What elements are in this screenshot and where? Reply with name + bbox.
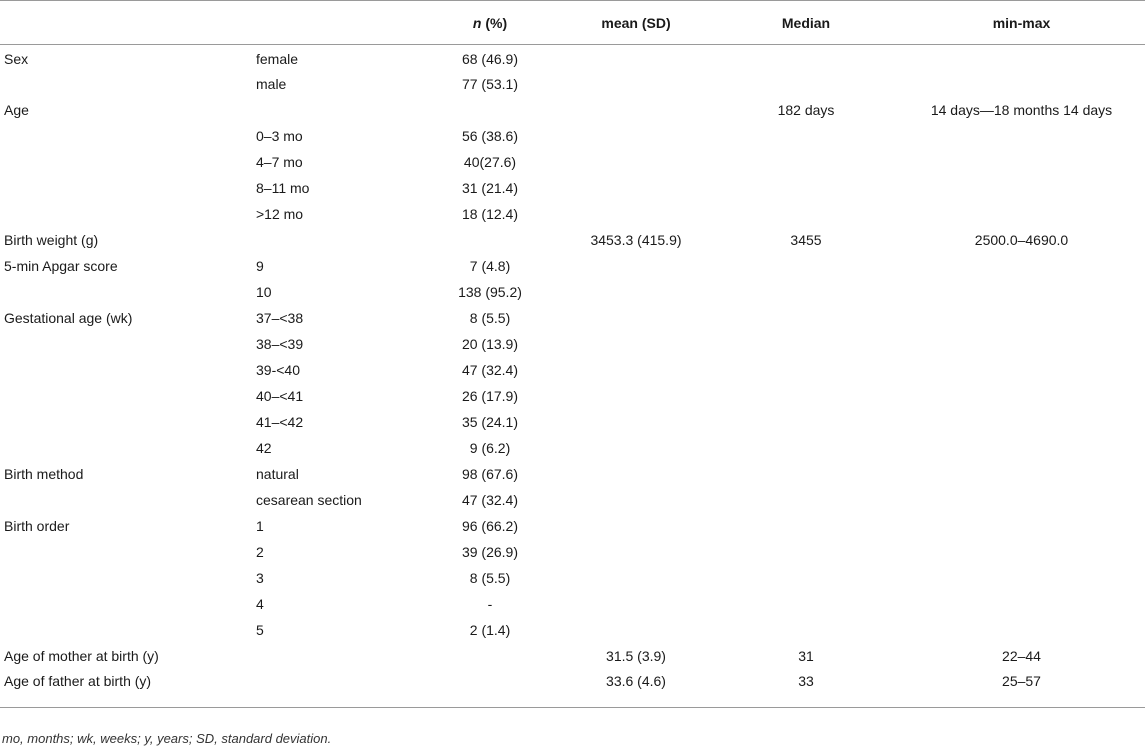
cell-variable [0, 565, 252, 591]
cell-category: 9 [256, 257, 264, 274]
table-row [0, 669, 1145, 708]
table-row [0, 279, 1145, 305]
cell-median: 33 [714, 669, 898, 708]
table-row [0, 227, 1145, 253]
cell-category: 4–7 mo [256, 153, 303, 170]
cell-category: 40–<41 [256, 387, 304, 404]
cell-min-max: 14 days—18 months 14 days [930, 101, 1113, 118]
cell-min-max [898, 461, 1145, 487]
cell-variable: Age [4, 101, 29, 118]
cell-category: >12 mo [256, 205, 304, 222]
cell-variable [0, 539, 252, 565]
cell-mean-sd: 33.6 (4.6) [558, 669, 714, 708]
table-row [0, 565, 1145, 591]
cell-category: 38–<39 [256, 335, 304, 352]
cell-median: 31 [798, 647, 814, 664]
table-row [0, 149, 1145, 175]
cell-n-percent: 9 (6.2) [469, 439, 511, 456]
cell-mean-sd: 31.5 (3.9) [606, 647, 666, 664]
cell-median [714, 591, 898, 617]
cell-variable: Gestational age (wk) [4, 309, 133, 326]
cell-n-percent: 18 (12.4) [461, 205, 519, 222]
cell-median [714, 539, 898, 565]
table-row [0, 71, 1145, 97]
cell-mean-sd [558, 175, 714, 201]
cell-median [714, 331, 898, 357]
cell-median [714, 357, 898, 383]
cell-variable: Birth method [4, 465, 84, 482]
cell-min-max [898, 305, 1145, 331]
cell-n-percent: - [487, 595, 493, 612]
cell-category: 1 [256, 517, 264, 534]
table-row [0, 617, 1145, 643]
cell-mean-sd [558, 331, 714, 357]
cell-n-percent: 39 (26.9) [461, 543, 519, 560]
table-row [0, 591, 1145, 617]
cell-min-max [898, 201, 1145, 227]
cell-min-max [898, 409, 1145, 435]
cell-min-max [898, 331, 1145, 357]
cell-variable [0, 175, 252, 201]
cell-mean-sd [558, 201, 714, 227]
cell-n-percent [422, 227, 558, 253]
cell-category [252, 669, 422, 708]
table-row [0, 461, 1145, 487]
cell-mean-sd [558, 539, 714, 565]
cell-n-percent [422, 97, 558, 123]
cell-mean-sd [558, 71, 714, 97]
cell-mean-sd [558, 45, 714, 71]
cell-median [714, 71, 898, 97]
header-mean-sd: mean (SD) [558, 1, 714, 45]
cell-n-percent: 98 (67.6) [461, 465, 519, 482]
table-row [0, 357, 1145, 383]
cell-median: 3455 [790, 231, 822, 248]
cell-n-percent [422, 643, 558, 669]
table-row [0, 253, 1145, 279]
cell-min-max [898, 435, 1145, 461]
header-min-max: min-max [898, 1, 1145, 45]
cell-variable [0, 617, 252, 643]
cell-category: 39-<40 [256, 361, 300, 378]
cell-median [714, 149, 898, 175]
table-row [0, 305, 1145, 331]
cell-variable [0, 331, 252, 357]
cell-category: 37–<38 [256, 309, 304, 326]
cell-mean-sd [558, 435, 714, 461]
cell-category: 10 [256, 283, 272, 300]
cell-variable: Age of father at birth (y) [0, 669, 252, 708]
cell-min-max [898, 617, 1145, 643]
cell-category: cesarean section [256, 491, 362, 508]
cell-n-percent: 96 (66.2) [461, 517, 519, 534]
cell-mean-sd [558, 279, 714, 305]
cell-n-percent [422, 669, 558, 708]
cell-n-percent: 138 (95.2) [458, 283, 522, 300]
header-n: n [472, 15, 482, 31]
table-row [0, 513, 1145, 539]
cell-variable: Birth weight (g) [4, 231, 99, 248]
cell-variable [0, 71, 252, 97]
cell-variable: Sex [4, 50, 29, 67]
cell-mean-sd [558, 591, 714, 617]
cell-category: female [256, 50, 299, 67]
cell-mean-sd [558, 487, 714, 513]
cell-mean-sd [558, 409, 714, 435]
cell-mean-sd [558, 149, 714, 175]
table-row [0, 409, 1145, 435]
cell-min-max [898, 253, 1145, 279]
cell-variable [0, 149, 252, 175]
cell-n-percent: 26 (17.9) [461, 387, 519, 404]
cell-n-percent: 7 (4.8) [469, 257, 511, 274]
cell-n-percent: 47 (32.4) [461, 361, 519, 378]
cell-n-percent: 8 (5.5) [469, 569, 511, 586]
table-row [0, 539, 1145, 565]
header-n-percent [422, 1, 558, 45]
header-median: Median [714, 1, 898, 45]
cell-category: 3 [256, 569, 264, 586]
table-row [0, 45, 1145, 71]
cell-min-max: 22–44 [1002, 647, 1041, 664]
cell-category [252, 227, 422, 253]
cell-variable [0, 435, 252, 461]
cell-mean-sd [558, 383, 714, 409]
cell-category: 41–<42 [256, 413, 304, 430]
cell-median [714, 123, 898, 149]
cell-median [714, 461, 898, 487]
table-row [0, 123, 1145, 149]
cell-mean-sd [558, 97, 714, 123]
cell-median [714, 617, 898, 643]
cell-n-percent: 40(27.6) [463, 153, 517, 170]
cell-min-max [898, 71, 1145, 97]
cell-mean-sd [558, 357, 714, 383]
table-row [0, 643, 1145, 669]
cell-min-max [898, 565, 1145, 591]
table-footnote: mo, months; wk, weeks; y, years; SD, standard deviation. [2, 731, 332, 746]
table-row [0, 435, 1145, 461]
cell-n-percent: 31 (21.4) [461, 179, 519, 196]
cell-n-percent: 56 (38.6) [461, 127, 519, 144]
cell-mean-sd [558, 617, 714, 643]
cell-mean-sd [558, 513, 714, 539]
cell-median [714, 45, 898, 71]
cell-min-max [898, 123, 1145, 149]
cell-median [714, 175, 898, 201]
cell-variable [0, 279, 252, 305]
cell-min-max [898, 591, 1145, 617]
header-n-suffix: (%) [481, 15, 508, 31]
cell-variable: Birth order [4, 517, 70, 534]
cell-min-max [898, 279, 1145, 305]
cell-mean-sd [558, 305, 714, 331]
cell-median: 182 days [777, 101, 835, 118]
cell-mean-sd [558, 253, 714, 279]
cell-variable [0, 201, 252, 227]
cell-variable [0, 123, 252, 149]
cell-n-percent: 8 (5.5) [469, 309, 511, 326]
cell-category: 42 [256, 439, 272, 456]
cell-min-max: 25–57 [898, 669, 1145, 708]
cell-category: male [256, 75, 287, 92]
cell-min-max [898, 45, 1145, 71]
cell-mean-sd [558, 565, 714, 591]
cell-median [714, 409, 898, 435]
table-header-row [0, 1, 1145, 45]
cell-n-percent: 20 (13.9) [461, 335, 519, 352]
cell-category: 2 [256, 543, 264, 560]
cell-category [252, 97, 422, 123]
cell-category: natural [256, 465, 299, 482]
cell-category: 5 [256, 621, 264, 638]
cell-variable: 5-min Apgar score [4, 257, 118, 274]
cell-min-max [898, 383, 1145, 409]
cell-min-max: 2500.0–4690.0 [974, 231, 1069, 248]
cell-median [714, 305, 898, 331]
cell-min-max [898, 175, 1145, 201]
cell-median [714, 383, 898, 409]
cell-n-percent: 77 (53.1) [461, 75, 519, 92]
table-row [0, 331, 1145, 357]
header-variable [0, 1, 252, 45]
cell-variable: Age of mother at birth (y) [4, 647, 159, 664]
cell-n-percent: 2 (1.4) [469, 621, 511, 638]
cell-n-percent: 68 (46.9) [461, 50, 519, 67]
cell-min-max [898, 539, 1145, 565]
cell-median [714, 565, 898, 591]
cell-min-max [898, 357, 1145, 383]
cell-mean-sd [558, 461, 714, 487]
cell-variable [0, 591, 252, 617]
cell-variable [0, 383, 252, 409]
table-body [0, 45, 1145, 708]
cell-n-percent: 35 (24.1) [461, 413, 519, 430]
table-row [0, 487, 1145, 513]
cell-variable [0, 357, 252, 383]
cell-variable [0, 409, 252, 435]
table-row [0, 97, 1145, 123]
cell-mean-sd: 3453.3 (415.9) [590, 231, 682, 248]
table-row [0, 201, 1145, 227]
cell-median [714, 253, 898, 279]
cell-median [714, 487, 898, 513]
cell-min-max [898, 149, 1145, 175]
cell-variable [0, 487, 252, 513]
cell-category: 4 [256, 595, 264, 612]
cell-median [714, 435, 898, 461]
cell-category: 8–11 mo [256, 179, 310, 196]
table-row [0, 175, 1145, 201]
cell-min-max [898, 487, 1145, 513]
cell-median [714, 279, 898, 305]
cell-median [714, 201, 898, 227]
cell-mean-sd [558, 123, 714, 149]
table-row [0, 383, 1145, 409]
cell-n-percent: 47 (32.4) [461, 491, 519, 508]
cell-min-max [898, 513, 1145, 539]
cell-category [252, 643, 422, 669]
cell-category: 0–3 mo [256, 127, 303, 144]
cell-median [714, 513, 898, 539]
header-category [252, 1, 422, 45]
